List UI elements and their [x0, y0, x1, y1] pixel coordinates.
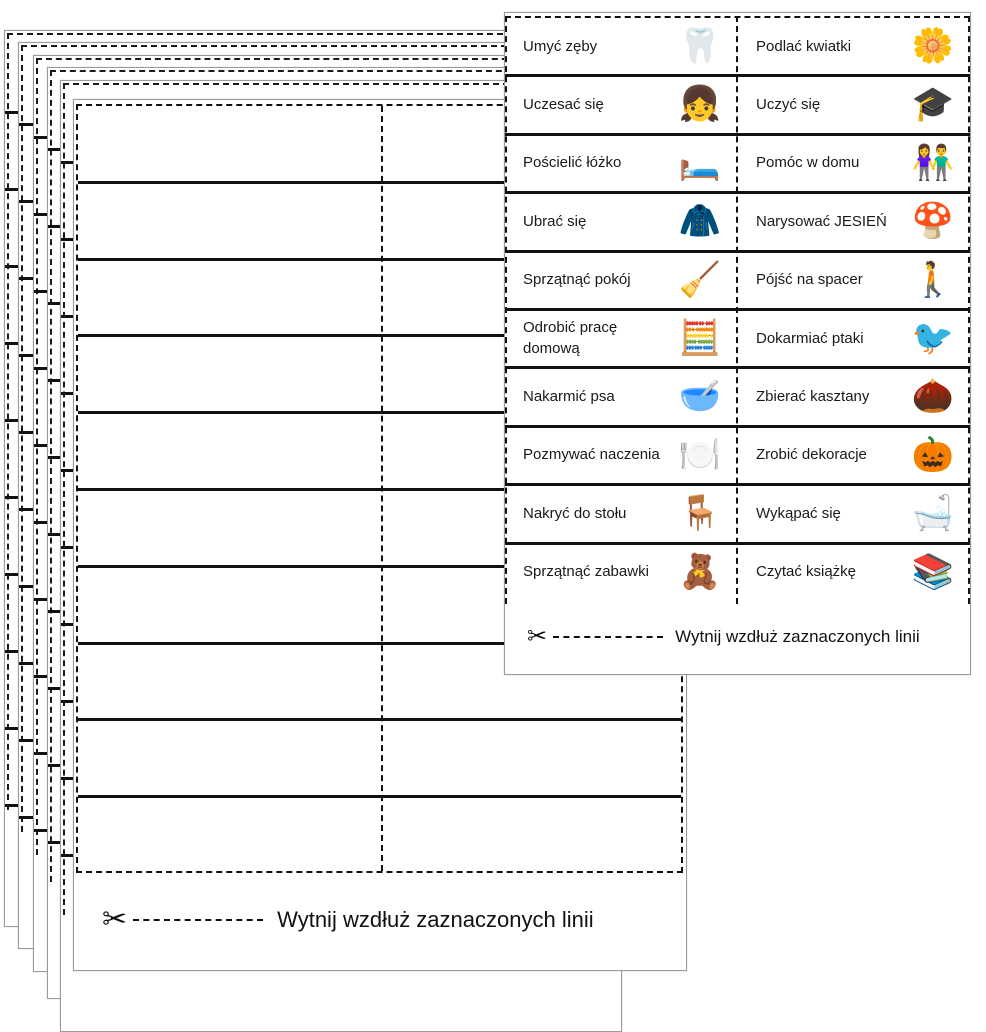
stacked-sheet-row-mark	[34, 136, 48, 139]
tooth-brush-icon: 🦷	[678, 27, 722, 65]
stacked-sheet-row-mark	[19, 354, 33, 357]
stacked-sheet-row-mark	[19, 200, 33, 203]
toy-box-icon: 🧸	[678, 552, 722, 591]
hiker-icon: 🚶	[911, 260, 955, 299]
dog-bowl-icon: 🥣	[678, 377, 722, 416]
stacked-sheet-row-mark	[5, 188, 19, 191]
stacked-sheet-row-mark	[19, 123, 33, 126]
activity-card-label: Narysować JESIEŃ	[756, 212, 887, 230]
activity-card	[738, 193, 969, 249]
activity-card	[738, 76, 969, 132]
activity-card	[738, 485, 969, 541]
activity-card-label: Umyć zęby	[523, 37, 598, 55]
activity-card	[738, 310, 969, 366]
activity-card-label: Zbierać kasztany	[756, 387, 870, 405]
card-grid	[505, 16, 970, 604]
activity-card	[738, 18, 969, 74]
activity-card-label: Podlać kwiatki	[756, 37, 852, 55]
activity-card	[505, 76, 736, 132]
stacked-sheet-row-mark	[34, 675, 48, 678]
activity-card	[738, 544, 969, 600]
activity-card	[505, 427, 736, 483]
row-separator	[78, 795, 681, 798]
activity-card	[738, 427, 969, 483]
stacked-sheet-row-mark	[19, 662, 33, 665]
activity-card-label: Pójść na spacer	[756, 271, 863, 289]
sweater-icon: 🧥	[678, 202, 722, 241]
stacked-sheet-row-mark	[5, 342, 19, 345]
bird-feeder-icon: 🐦	[911, 319, 955, 357]
front-footer	[74, 875, 686, 970]
activity-card-label: Uczesać się	[523, 95, 604, 113]
stacked-sheet-row-mark	[5, 111, 19, 114]
stacked-sheet-row-mark	[34, 290, 48, 293]
stacked-sheet-row-mark	[34, 521, 48, 524]
stacked-sheet-row-mark	[19, 739, 33, 742]
chestnut-icon: 🌰	[911, 377, 955, 416]
activity-card	[738, 135, 969, 191]
activity-cards-sheet	[504, 12, 971, 675]
stacked-sheet-row-mark	[34, 752, 48, 755]
cut-instruction-text: Wytnij wzdłuż zaznaczonych linii	[675, 627, 920, 646]
activity-card-label: Wykąpać się	[756, 504, 841, 522]
activity-card-label: Sprzątnąć zabawki	[523, 563, 649, 581]
mushroom-icon: 🍄	[911, 202, 955, 241]
stacked-sheet-row-mark	[34, 213, 48, 216]
bed-icon: 🛏️	[678, 143, 722, 182]
activity-card-label: Pozmywać naczenia	[523, 446, 660, 464]
stacked-sheet-row-mark	[5, 573, 19, 576]
row-separator	[78, 718, 681, 721]
activity-card-label: Odrobić pracę domową	[523, 319, 618, 357]
stacked-sheet-row-mark	[19, 508, 33, 511]
stacked-sheet-row-mark	[34, 444, 48, 447]
broom-icon: 🧹	[678, 260, 722, 299]
stacked-sheet-row-mark	[19, 816, 33, 819]
activity-card-label: Pomóc w domu	[756, 154, 860, 172]
activity-card	[738, 368, 969, 424]
stacked-sheet-row-mark	[34, 598, 48, 601]
activity-card	[505, 193, 736, 249]
table-chairs-icon: 🪑	[678, 494, 722, 533]
stacked-sheet-row-mark	[5, 650, 19, 653]
girl-combing-icon: 👧	[678, 85, 722, 124]
activity-card-label: Czytać książkę	[756, 563, 857, 581]
stacked-sheet-row-mark	[5, 804, 19, 807]
activity-card	[738, 252, 969, 308]
books-icon: 📚	[911, 552, 955, 591]
front-cut-instruction	[102, 905, 594, 935]
activity-card-label: Sprzątnąć pokój	[523, 271, 631, 289]
stacked-sheet-row-mark	[5, 265, 19, 268]
activity-card	[505, 544, 736, 600]
activity-card	[505, 485, 736, 541]
cut-instruction-text: Wytnij wzdłuż zaznaczonych linii	[277, 907, 594, 932]
graduation-cap-icon: 🎓	[911, 85, 955, 124]
activity-card-label: Ubrać się	[523, 212, 587, 230]
activity-card-label: Dokarmiać ptaki	[756, 329, 864, 347]
activity-card	[505, 135, 736, 191]
cards-cut-instruction	[527, 625, 920, 649]
stacked-sheet-row-mark	[5, 419, 19, 422]
activity-card-label: Pościelić łóżko	[523, 154, 622, 172]
activity-card-label: Nakryć do stołu	[523, 504, 627, 522]
flower-pot-icon: 🌼	[911, 27, 955, 65]
stacked-sheet-row-mark	[5, 727, 19, 730]
stacked-sheet-row-mark	[19, 585, 33, 588]
stacked-sheet-row-mark	[34, 829, 48, 832]
bathtub-icon: 🛁	[911, 494, 955, 533]
plate-sponge-icon: 🍽️	[678, 435, 722, 474]
dashed-line	[553, 636, 663, 638]
activity-card	[505, 252, 736, 308]
activity-card	[505, 368, 736, 424]
activity-card-label: Uczyć się	[756, 95, 821, 113]
activity-card	[505, 310, 736, 366]
scissors-icon: ✂	[102, 903, 128, 936]
stacked-sheet-row-mark	[34, 367, 48, 370]
activity-card-label: Nakarmić psa	[523, 387, 615, 405]
activity-card-label: Zrobić dekoracje	[756, 446, 867, 464]
kids-helping-icon: 👫	[911, 143, 955, 182]
stacked-sheet-row-mark	[19, 277, 33, 280]
dashed-line	[133, 919, 263, 921]
pumpkin-icon: 🎃	[911, 435, 955, 474]
stacked-sheet-row-mark	[5, 496, 19, 499]
activity-card	[505, 18, 736, 74]
math-board-icon: 🧮	[678, 319, 722, 357]
stacked-sheet-row-mark	[19, 431, 33, 434]
scissors-icon: ✂	[527, 623, 548, 650]
